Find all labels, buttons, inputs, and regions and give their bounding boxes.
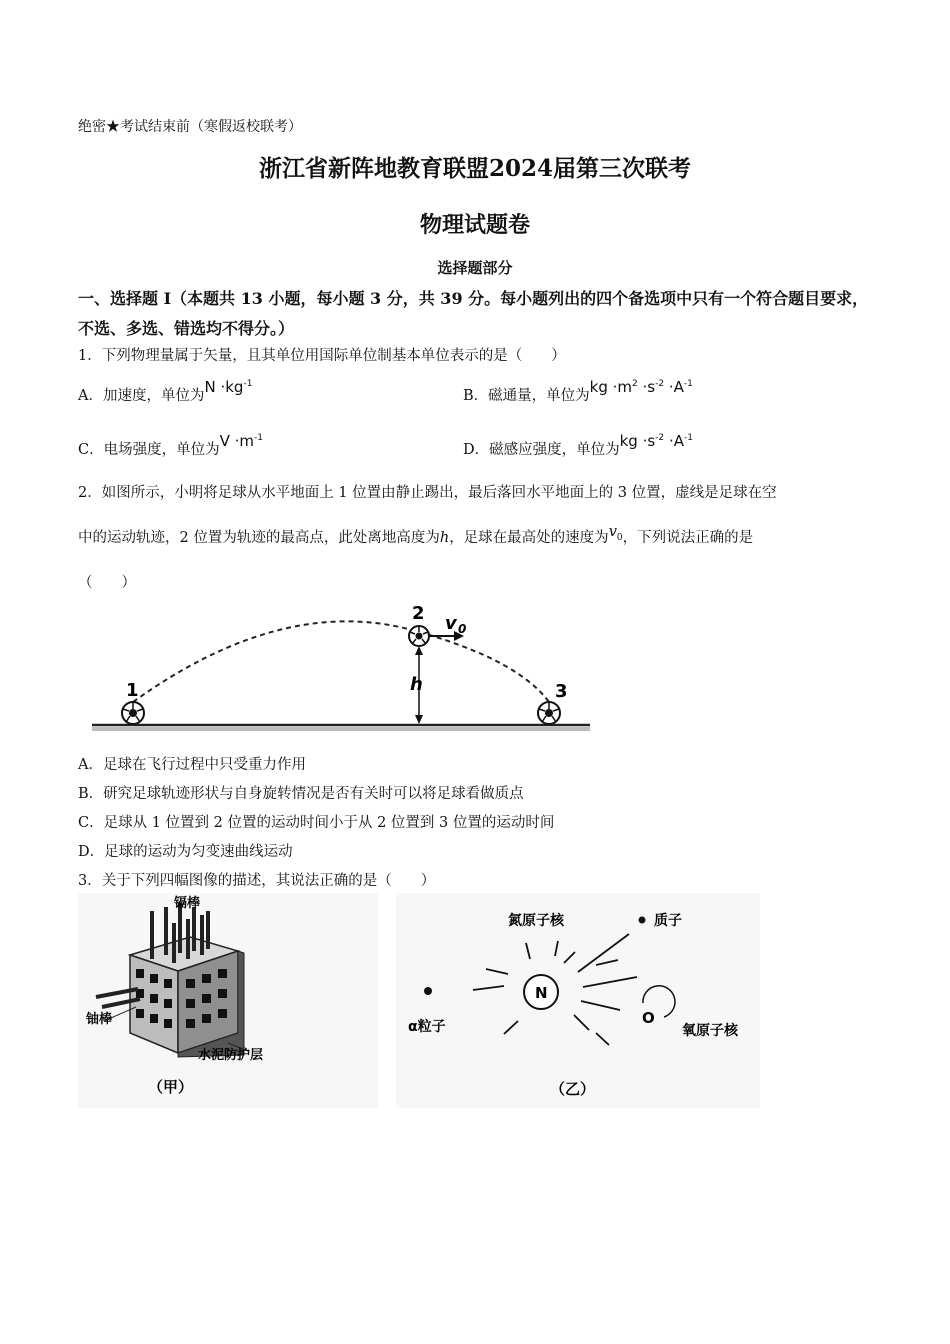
q2-option-b: B．研究足球轨迹形状与自身旋转情况是否有关时可以将足球看做质点	[78, 786, 524, 802]
q1-a-label: A．加速度，单位为	[78, 388, 205, 404]
ball-position-2	[409, 626, 429, 646]
label-height: h	[410, 674, 423, 695]
label-position-3: 3	[555, 681, 568, 702]
trajectory-dashed-line	[133, 621, 549, 702]
caption-jia: （甲）	[148, 1078, 194, 1096]
section-heading: 一、选择题 I（本题共 13 小题，每小题 3 分，共 39 分。每小题列出的四个备选项中只有一个符合题目要求，不选、多选、错选均不得分。）	[78, 289, 869, 338]
label-velocity-subscript: 0	[458, 622, 467, 636]
alpha-particle-dot	[424, 987, 432, 995]
q1-option-d	[463, 432, 693, 459]
label-uranium-rod: 铀棒	[86, 1012, 113, 1027]
confidential-note: 绝密★考试结束前（寒假返校联考）	[78, 119, 302, 135]
q1-stem: 1．下列物理量属于矢量，且其单位用国际单位制基本单位表示的是（ ）	[78, 348, 566, 364]
q2-option-c: C．足球从 1 位置到 2 位置的运动时间小于从 2 位置到 3 位置的运动时间	[78, 815, 555, 831]
q2-stem-line1: 2．如图所示，小明将足球从水平地面上 1 位置由静止踢出，最后落回水平地面上的 3 位置，虚线是足球在空	[78, 485, 777, 501]
label-alpha-particle: α粒子	[408, 1019, 446, 1035]
q1-c-label: C．电场强度，单位为	[78, 442, 220, 458]
q2-option-a: A．足球在飞行过程中只受重力作用	[78, 757, 306, 773]
nitrogen-symbol: N	[535, 984, 548, 1002]
exam-subtitle: 物理试题卷	[419, 212, 530, 238]
q1-a-unit: $N \cdot kg^{-1}$	[204, 378, 253, 396]
q2-velocity-symbol: $v_0$	[608, 524, 623, 543]
football-trajectory-figure	[78, 592, 598, 738]
q1-b-unit: kg $\cdot m^2 \cdot s^{-2} \cdot A^{-1}$	[589, 378, 693, 396]
oxygen-symbol: O	[642, 1009, 655, 1027]
label-cadmium-rod: 镉棒	[174, 896, 201, 911]
label-velocity: v	[445, 613, 457, 634]
q3-stem: 3．关于下列四幅图像的描述，其说法正确的是（ ）	[78, 873, 436, 889]
q2-answer-bracket: （ ）	[78, 575, 136, 591]
q1-c-unit: $V \cdot m^{-1}$	[219, 432, 263, 450]
q2-option-d: D．足球的运动为匀变速曲线运动	[78, 844, 293, 860]
ball-position-1	[122, 702, 144, 724]
ground-hatch	[92, 728, 590, 730]
q1-option-b	[463, 378, 693, 405]
height-arrowhead-top	[415, 646, 423, 655]
label-position-2: 2	[412, 603, 425, 624]
label-oxygen-nucleus: 氧原子核	[682, 1023, 738, 1039]
part-heading: 选择题部分	[437, 259, 513, 277]
height-arrowhead-bottom	[415, 715, 423, 724]
reaction-figure-background	[396, 893, 760, 1108]
label-position-1: 1	[126, 680, 139, 701]
label-cement-layer: 水泥防护层	[198, 1048, 264, 1063]
label-nitrogen-nucleus: 氮原子核	[508, 913, 564, 929]
q2-height-symbol: h	[439, 530, 450, 546]
ball-position-3	[538, 702, 560, 724]
q1-option-a	[78, 378, 253, 405]
q1-d-unit: kg $\cdot s^{-2} \cdot A^{-1}$	[619, 432, 693, 450]
caption-yi: （乙）	[550, 1080, 596, 1098]
exam-title: 浙江省新阵地教育联盟2024届第三次联考	[258, 155, 691, 182]
q1-d-label: D．磁感应强度，单位为	[463, 442, 620, 458]
q1-option-c	[78, 432, 263, 459]
q1-b-label: B．磁通量，单位为	[463, 388, 590, 404]
nuclear-reaction-figure	[396, 893, 760, 1108]
label-proton: 质子	[654, 913, 682, 929]
proton-dot	[639, 917, 646, 924]
q2-stem-line2: 中的运动轨迹，2 位置为轨迹的最高点，此处离地高度为h，足球在最高处的速度为$v_0$，下列说法正确的是	[78, 524, 754, 546]
reactor-figure	[78, 893, 378, 1108]
